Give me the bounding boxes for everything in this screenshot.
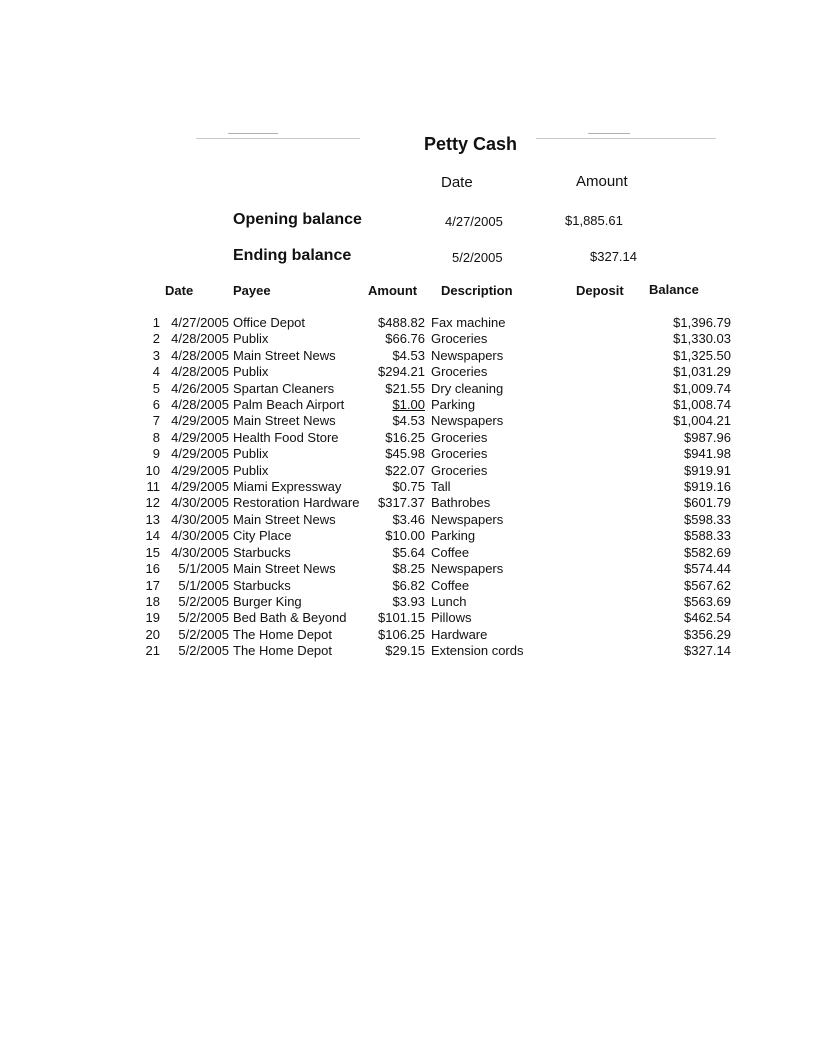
table-row xyxy=(140,528,731,544)
ending-balance-label: Ending balance xyxy=(233,247,352,264)
row-date: 4/29/2005 xyxy=(171,429,229,445)
row-description: Dry cleaning xyxy=(431,380,504,396)
row-payee: Main Street News xyxy=(233,413,336,429)
table-row xyxy=(140,479,731,495)
row-amount: $5.64 xyxy=(392,544,425,560)
row-description: Hardware xyxy=(431,626,488,642)
row-date: 4/28/2005 xyxy=(171,397,229,413)
table-row xyxy=(140,413,731,429)
row-payee: Publix xyxy=(233,462,269,478)
row-date: 5/2/2005 xyxy=(178,593,229,609)
row-number: 21 xyxy=(145,643,160,659)
row-description: Tall xyxy=(431,479,451,495)
column-header-balance: Balance xyxy=(649,282,699,297)
row-balance: $919.91 xyxy=(684,462,731,478)
table-row xyxy=(140,610,731,626)
ending-balance-amount: $327.14 xyxy=(590,249,637,264)
row-amount: $106.25 xyxy=(378,626,425,642)
table-row xyxy=(140,348,731,364)
column-header-deposit: Deposit xyxy=(576,283,624,298)
row-date: 4/29/2005 xyxy=(171,413,229,429)
row-amount: $3.93 xyxy=(392,593,425,609)
row-deposit xyxy=(561,512,641,528)
table-row xyxy=(140,512,731,528)
row-number: 15 xyxy=(145,544,160,560)
row-amount: $10.00 xyxy=(385,528,425,544)
row-amount: $488.82 xyxy=(378,315,425,330)
row-deposit xyxy=(561,430,641,446)
row-description: Parking xyxy=(431,397,476,413)
row-amount: $16.25 xyxy=(385,429,425,445)
row-date: 5/2/2005 xyxy=(178,643,229,659)
opening-balance-date: 4/27/2005 xyxy=(445,214,503,229)
row-deposit xyxy=(561,381,641,397)
row-deposit xyxy=(561,545,641,561)
row-balance: $1,008.74 xyxy=(673,397,731,413)
row-date: 4/27/2005 xyxy=(171,315,229,330)
row-balance: $598.33 xyxy=(684,511,731,527)
row-deposit xyxy=(561,348,641,364)
row-date: 4/29/2005 xyxy=(171,479,229,495)
row-date: 4/30/2005 xyxy=(171,495,229,511)
row-amount: $8.25 xyxy=(392,561,425,577)
row-payee: Publix xyxy=(233,331,269,347)
row-amount: $3.46 xyxy=(392,511,425,527)
row-deposit xyxy=(561,463,641,479)
row-payee: Bed Bath & Beyond xyxy=(233,610,347,626)
row-balance: $1,004.21 xyxy=(673,413,731,429)
row-deposit xyxy=(561,495,641,511)
table-row xyxy=(140,594,731,610)
row-number: 12 xyxy=(145,495,160,511)
row-number: 5 xyxy=(152,380,160,396)
row-payee: The Home Depot xyxy=(233,643,332,659)
row-payee: Palm Beach Airport xyxy=(233,397,345,413)
page-title: Petty Cash xyxy=(424,134,518,154)
row-date: 4/26/2005 xyxy=(171,380,229,396)
petty-cash-ledger xyxy=(140,315,731,660)
row-description: Groceries xyxy=(431,446,488,462)
row-amount: $29.15 xyxy=(385,643,425,659)
row-description: Coffee xyxy=(431,577,470,593)
row-number: 17 xyxy=(145,577,160,593)
row-description: Bathrobes xyxy=(431,495,491,511)
row-amount: $317.37 xyxy=(378,495,425,511)
table-row xyxy=(140,364,731,380)
table-row xyxy=(140,463,731,479)
row-amount: $0.75 xyxy=(392,479,425,495)
row-deposit xyxy=(561,446,641,462)
row-number: 11 xyxy=(146,479,160,495)
table-row xyxy=(140,643,731,659)
column-header-date: Date xyxy=(165,283,194,298)
row-amount: $294.21 xyxy=(378,364,425,380)
row-description: Groceries xyxy=(431,429,488,445)
table-row xyxy=(140,315,731,331)
scan-artifact xyxy=(228,133,278,134)
row-date: 5/1/2005 xyxy=(178,561,229,577)
row-description: Pillows xyxy=(431,610,472,626)
row-balance: $601.79 xyxy=(684,495,731,511)
ending-balance-date: 5/2/2005 xyxy=(452,250,503,265)
row-payee: Health Food Store xyxy=(233,429,339,445)
row-payee: Main Street News xyxy=(233,561,336,577)
row-deposit xyxy=(561,315,641,331)
ledger-body xyxy=(140,315,731,660)
row-date: 4/30/2005 xyxy=(171,511,229,527)
row-deposit xyxy=(561,528,641,544)
row-date: 5/2/2005 xyxy=(178,626,229,642)
summary-amount-header: Amount xyxy=(576,173,628,190)
row-payee: Burger King xyxy=(233,593,302,609)
row-number: 3 xyxy=(152,347,160,363)
row-payee: Office Depot xyxy=(233,315,306,330)
row-amount: $4.53 xyxy=(392,347,425,363)
row-deposit xyxy=(561,364,641,380)
row-balance: $563.69 xyxy=(684,593,731,609)
row-number: 10 xyxy=(145,462,160,478)
row-date: 4/30/2005 xyxy=(171,544,229,560)
row-number: 19 xyxy=(145,610,160,626)
row-balance: $1,325.50 xyxy=(673,347,731,363)
opening-balance-amount: $1,885.61 xyxy=(565,213,623,228)
row-description: Coffee xyxy=(431,544,470,560)
scan-artifact xyxy=(588,133,630,134)
table-row xyxy=(140,545,731,561)
row-description: Groceries xyxy=(431,462,488,478)
opening-balance-label: Opening balance xyxy=(233,211,362,228)
row-date: 4/29/2005 xyxy=(171,462,229,478)
row-balance: $574.44 xyxy=(684,561,731,577)
row-description: Groceries xyxy=(431,364,488,380)
row-description: Fax machine xyxy=(431,315,506,330)
row-amount: $21.55 xyxy=(385,380,425,396)
row-date: 4/29/2005 xyxy=(171,446,229,462)
row-deposit xyxy=(561,610,641,626)
row-payee: Publix xyxy=(233,364,269,380)
row-number: 20 xyxy=(145,626,160,642)
table-row xyxy=(140,495,731,511)
row-payee: Main Street News xyxy=(233,511,336,527)
row-description: Newspapers xyxy=(431,413,504,429)
row-description: Lunch xyxy=(431,593,467,609)
row-date: 4/28/2005 xyxy=(171,347,229,363)
summary-date-header: Date xyxy=(441,174,473,191)
row-balance: $356.29 xyxy=(684,626,731,642)
table-row xyxy=(140,446,731,462)
row-amount: $66.76 xyxy=(385,331,425,347)
row-payee: The Home Depot xyxy=(233,626,332,642)
row-payee: Starbucks xyxy=(233,544,291,560)
row-date: 4/30/2005 xyxy=(171,528,229,544)
scan-artifact xyxy=(196,138,360,139)
row-balance: $327.14 xyxy=(684,643,731,659)
table-row xyxy=(140,561,731,577)
row-description: Newspapers xyxy=(431,561,504,577)
column-header-payee: Payee xyxy=(233,283,271,298)
row-amount: $4.53 xyxy=(392,413,425,429)
row-balance: $567.62 xyxy=(684,577,731,593)
column-header-description: Description xyxy=(441,283,513,298)
row-number: 1 xyxy=(152,315,160,330)
row-number: 13 xyxy=(145,511,160,527)
row-deposit xyxy=(561,413,641,429)
row-number: 4 xyxy=(152,364,160,380)
column-header-amount: Amount xyxy=(368,283,418,298)
row-description: Extension cords xyxy=(431,643,524,659)
row-payee: Miami Expressway xyxy=(233,479,342,495)
row-amount: $101.15 xyxy=(378,610,425,626)
row-payee: Publix xyxy=(233,446,269,462)
row-description: Newspapers xyxy=(431,347,504,363)
row-description: Newspapers xyxy=(431,511,504,527)
row-number: 14 xyxy=(145,528,160,544)
scan-artifact xyxy=(536,138,716,139)
row-deposit xyxy=(561,594,641,610)
row-balance: $582.69 xyxy=(684,544,731,560)
row-date: 4/28/2005 xyxy=(171,364,229,380)
row-balance: $919.16 xyxy=(684,479,731,495)
row-payee: Restoration Hardware xyxy=(233,495,360,511)
row-deposit xyxy=(561,479,641,495)
row-balance: $462.54 xyxy=(684,610,731,626)
table-row xyxy=(140,397,731,413)
row-amount: $6.82 xyxy=(392,577,425,593)
row-number: 8 xyxy=(152,429,160,445)
row-deposit xyxy=(561,578,641,594)
row-payee: City Place xyxy=(233,528,292,544)
row-balance: $1,396.79 xyxy=(673,315,731,330)
row-balance: $987.96 xyxy=(684,429,731,445)
row-deposit xyxy=(561,643,641,659)
row-number: 6 xyxy=(152,397,160,413)
row-amount: $22.07 xyxy=(385,462,425,478)
row-number: 2 xyxy=(152,331,160,347)
table-row xyxy=(140,627,731,643)
row-description: Parking xyxy=(431,528,476,544)
row-number: 18 xyxy=(145,593,160,609)
row-amount: $1.00 xyxy=(392,397,425,413)
table-row xyxy=(140,578,731,594)
row-balance: $1,031.29 xyxy=(673,364,731,380)
table-row xyxy=(140,430,731,446)
row-number: 16 xyxy=(145,561,160,577)
row-balance: $1,330.03 xyxy=(673,331,731,347)
row-payee: Spartan Cleaners xyxy=(233,380,335,396)
table-row xyxy=(140,331,731,347)
row-description: Groceries xyxy=(431,331,488,347)
row-date: 5/1/2005 xyxy=(178,577,229,593)
row-deposit xyxy=(561,627,641,643)
row-number: 7 xyxy=(152,413,160,429)
row-payee: Main Street News xyxy=(233,347,336,363)
row-date: 4/28/2005 xyxy=(171,331,229,347)
row-date: 5/2/2005 xyxy=(178,610,229,626)
row-number: 9 xyxy=(152,446,160,462)
row-amount: $45.98 xyxy=(385,446,425,462)
row-balance: $1,009.74 xyxy=(673,380,731,396)
table-row xyxy=(140,381,731,397)
row-deposit xyxy=(561,561,641,577)
row-balance: $941.98 xyxy=(684,446,731,462)
row-balance: $588.33 xyxy=(684,528,731,544)
row-payee: Starbucks xyxy=(233,577,291,593)
row-deposit xyxy=(561,331,641,347)
row-deposit xyxy=(561,397,641,413)
